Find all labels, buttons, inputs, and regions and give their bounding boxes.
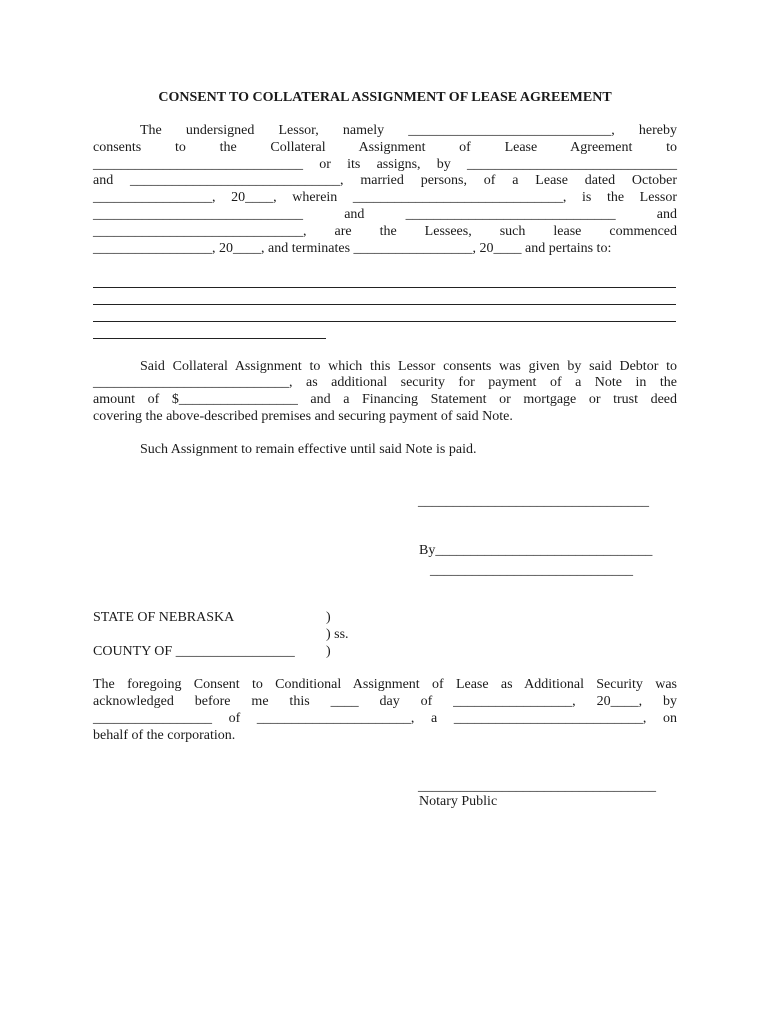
paren-ss: ) ss. xyxy=(326,627,349,642)
notary-signature-line: __________________________________ xyxy=(418,779,656,794)
para2-line-2: ____________________________, as additional security for payment of a Note in the xyxy=(93,375,677,390)
para1-line-3: ______________________________ or its assigns, by ______________________________ xyxy=(93,157,677,172)
by-line: By_______________________________ xyxy=(419,543,653,558)
para1-line-5: _________________, 20____, wherein ______________________________, is the Lessor xyxy=(93,190,677,205)
by-line-title: _____________________________ xyxy=(430,563,633,578)
paren-1: ) xyxy=(326,610,331,625)
para3: Such Assignment to remain effective until said Note is paid. xyxy=(140,442,477,457)
blank-line-1 xyxy=(93,287,676,288)
document-title: CONSENT TO COLLATERAL ASSIGNMENT OF LEASE AGREEMENT xyxy=(158,90,612,105)
county-label: COUNTY OF _________________ xyxy=(93,644,295,659)
paren-3: ) xyxy=(326,644,331,659)
para1-line-8: _________________, 20____, and terminates _________________, 20____ and pertains to: xyxy=(93,241,612,256)
para4-line-4: behalf of the corporation. xyxy=(93,728,236,743)
para1-line-7: ______________________________, are the Lessees, such lease commenced xyxy=(93,224,677,239)
para1-line-6: ______________________________ and ______________________________ and xyxy=(93,207,677,222)
para2-line-3: amount of $_________________ and a Financing Statement or mortgage or trust deed xyxy=(93,392,677,407)
para2-line-1: Said Collateral Assignment to which this Lessor consents was given by said Debtor to xyxy=(140,359,677,374)
para4-line-2: acknowledged before me this ____ day of _________________, 20____, by xyxy=(93,694,677,709)
para4-line-3: _________________ of ______________________, a ___________________________, on xyxy=(93,711,677,726)
blank-line-3 xyxy=(93,321,676,322)
para4-line-1: The foregoing Consent to Conditional Assignment of Lease as Additional Security was xyxy=(93,677,677,692)
blank-line-2 xyxy=(93,304,676,305)
para1-line-1: The undersigned Lessor, namely _____________________________, hereby xyxy=(140,123,677,138)
notary-public-label: Notary Public xyxy=(419,794,498,809)
blank-line-4 xyxy=(93,338,326,339)
para1-line-4: and ______________________________, married persons, of a Lease dated October xyxy=(93,173,677,188)
signature-line: _________________________________ xyxy=(418,494,649,509)
state-label: STATE OF NEBRASKA xyxy=(93,610,235,625)
para1-line-2: consents to the Collateral Assignment of Lease Agreement to xyxy=(93,140,677,155)
para2-line-4: covering the above-described premises and securing payment of said Note. xyxy=(93,409,513,424)
